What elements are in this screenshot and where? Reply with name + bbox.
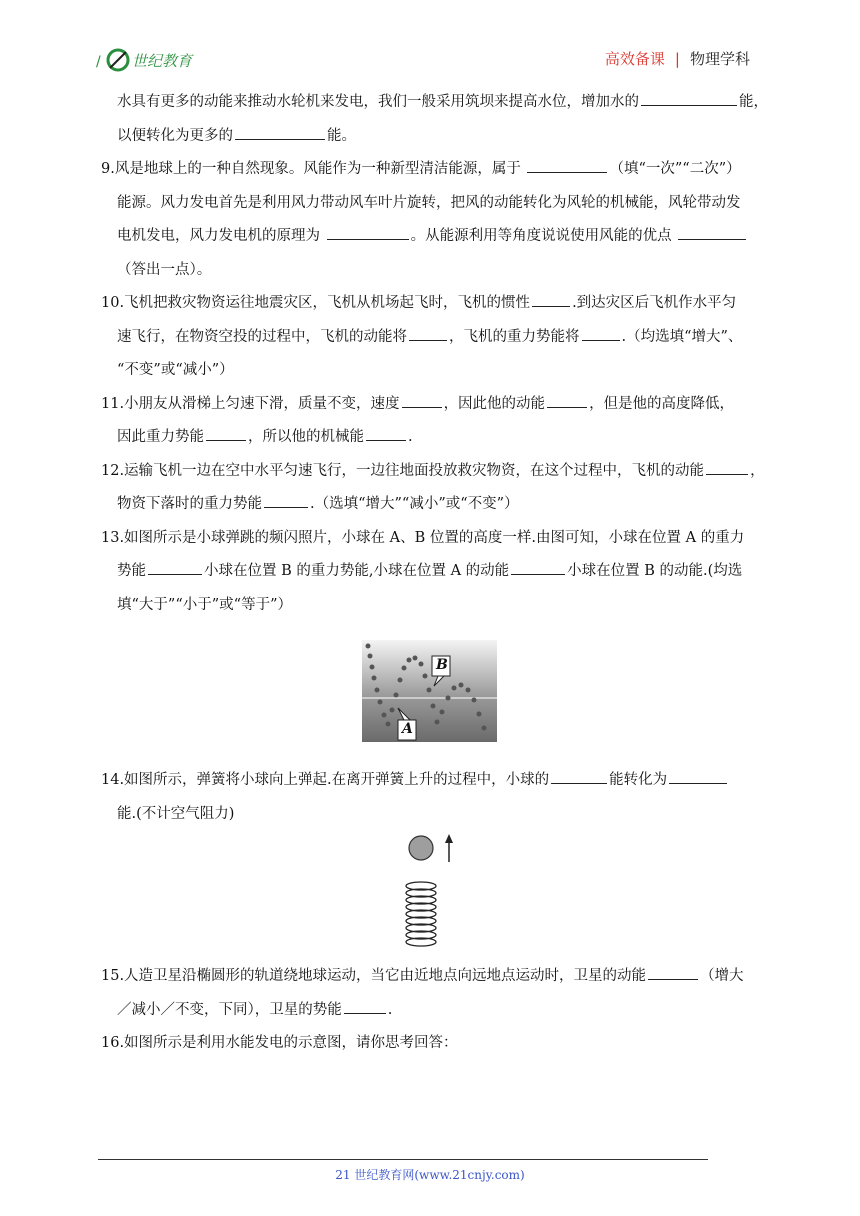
text-line-q8b (101, 86, 766, 120)
question-text: （增大 (700, 968, 744, 984)
question-text: 电机发电，风力发电机的原理为 (117, 228, 325, 244)
question-text: 速飞行，在物资空投的过程中，飞机的动能将 (117, 328, 407, 345)
question-text: 小球在位置 B 的重力势能,小球在位置 A 的动能 (204, 563, 510, 579)
question-text: （答出一点）。 (117, 261, 212, 278)
answer-blank[interactable] (641, 89, 737, 106)
answer-blank[interactable] (669, 767, 727, 784)
question-text: 以便转化为更多的 (117, 127, 233, 144)
question-text: “不变”或“减小”） (117, 362, 234, 378)
answer-blank[interactable] (235, 123, 325, 140)
question-text: 15.人造卫星沿椭圆形的轨道绕地球运动，当它由近地点向远地点运动时，卫星的动能 (101, 968, 647, 984)
header-separator: | (674, 50, 680, 68)
question-text: ， (750, 462, 765, 479)
question-text: 能转化为 (609, 772, 668, 788)
footer-divider (98, 1159, 708, 1160)
answer-blank[interactable] (648, 963, 698, 980)
text-line-q10b (101, 321, 766, 355)
question-text: .到达灾区后飞机作水平匀 (572, 295, 737, 311)
header-subject-right: 物理学科 (689, 50, 750, 68)
header-subject-left: 高效备课 (604, 50, 665, 68)
answer-blank[interactable] (366, 424, 406, 441)
question-text: 9.风是地球上的一种自然现象。风能作为一种新型清洁能源，属于 (101, 161, 526, 177)
text-line-q14a (101, 764, 766, 798)
text-line-q13a (101, 522, 766, 556)
question-text: 能源。风力发电首先是利用风力带动风车叶片旋转，把风的动能转化为风轮的机械能，风轮带动发 (117, 194, 741, 211)
svg-text:世纪教育: 世纪教育 (132, 52, 193, 70)
question-text: 物资下落时的重力势能 (117, 496, 262, 512)
question-text: 12.运输飞机一边在空中水平匀速飞行，一边往地面投放救灾物资，在这个过程中，飞机的动能 (101, 462, 705, 479)
text-line-q12a (101, 455, 766, 489)
spring-icon (406, 882, 436, 946)
answer-blank[interactable] (547, 391, 587, 408)
text-line-q10a (101, 287, 766, 321)
answer-blank[interactable] (511, 558, 565, 575)
question-text: 填“大于”“小于”或“等于”） (117, 596, 292, 613)
question-text: 。从能源利用等角度说说使用风能的优点 (410, 228, 677, 244)
label-a: A (402, 721, 413, 737)
question-text: ，所以他的机械能 (248, 429, 364, 445)
text-line-q9b (101, 187, 766, 221)
text-line-q10c (101, 354, 766, 388)
question-text: 能.(不计空气阻力) (117, 805, 235, 822)
page-header (0, 0, 860, 80)
question-text: ，但是他的高度降低， (589, 395, 735, 412)
question-text: ／减小／不变，下同），卫星的势能 (117, 1001, 342, 1018)
answer-blank[interactable] (327, 223, 409, 240)
question-text: 13.如图所示是小球弹跳的频闪照片，小球在 A、B 位置的高度一样.由图可知，小球在位置 A 的重力 (101, 529, 745, 546)
label-b: B (436, 657, 448, 673)
question-text: .（均选填“增大”、 (621, 328, 743, 345)
answer-blank[interactable] (206, 424, 246, 441)
text-line-q15b (101, 994, 766, 1028)
question-text: 能， (739, 94, 768, 110)
question-text: .（选填“增大”“减小”或“不变”） (310, 496, 519, 512)
question-text: 势能 (117, 563, 146, 579)
answer-blank[interactable] (402, 391, 442, 408)
text-line-q12b (101, 488, 766, 522)
svg-text:/: / (96, 54, 101, 70)
question-text: ，飞机的重力势能将 (449, 328, 580, 345)
text-line-q11a (101, 388, 766, 422)
logo (96, 44, 226, 74)
answer-blank[interactable] (582, 324, 620, 341)
question-text: 11.小朋友从滑梯上匀速下滑，质量不变，速度 (101, 395, 400, 412)
text-line-q9d (101, 254, 766, 288)
question-block-1 (101, 86, 766, 622)
text-line-q8c (101, 120, 766, 154)
footer-text: 21 世纪教育网(www.21cnjy.com) (335, 1168, 525, 1182)
question-text: 14.如图所示，弹簧将小球向上弹起.在离开弹簧上升的过程中，小球的 (101, 772, 550, 788)
question-text: ，因此他的动能 (443, 395, 546, 412)
question-block-2 (101, 764, 766, 831)
answer-blank[interactable] (344, 997, 386, 1014)
text-line-q9a (101, 153, 766, 187)
answer-blank[interactable] (532, 290, 570, 307)
question-text: 水具有更多的动能来推动水轮机来发电，我们一般采用筑坝来提高水位，增加水的 (117, 94, 639, 110)
question-text: . (387, 1001, 393, 1018)
answer-blank[interactable] (706, 458, 748, 475)
answer-blank[interactable] (527, 156, 607, 173)
text-line-q13b (101, 555, 766, 589)
answer-blank[interactable] (551, 767, 607, 784)
text-line-q9c (101, 220, 766, 254)
question-block-3 (101, 960, 766, 1061)
question-text: 能。 (327, 127, 356, 144)
text-line-q13c (101, 589, 766, 623)
question-text: （填“一次”“二次”） (609, 161, 741, 177)
question-text: 10.飞机把救灾物资运往地震灾区，飞机从机场起飞时，飞机的惯性 (101, 295, 531, 311)
text-line-q15a (101, 960, 766, 994)
answer-blank[interactable] (148, 558, 202, 575)
text-line-q16a (101, 1027, 766, 1061)
header-subject (605, 48, 750, 69)
text-line-q14b (101, 798, 766, 832)
question-text: . (408, 429, 413, 445)
answer-blank[interactable] (409, 324, 447, 341)
ball-icon (409, 836, 433, 860)
question-text: 因此重力势能 (117, 429, 204, 445)
question-text: 16.如图所示是利用水能发电的示意图，请你思考回答： (101, 1035, 458, 1051)
spring-ball-figure (404, 830, 460, 954)
answer-blank[interactable] (264, 491, 308, 508)
text-line-q11b (101, 421, 766, 455)
bounce-photo-figure (362, 640, 497, 742)
answer-blank[interactable] (678, 223, 746, 240)
question-text: 小球在位置 B 的动能.(均选 (567, 563, 743, 579)
